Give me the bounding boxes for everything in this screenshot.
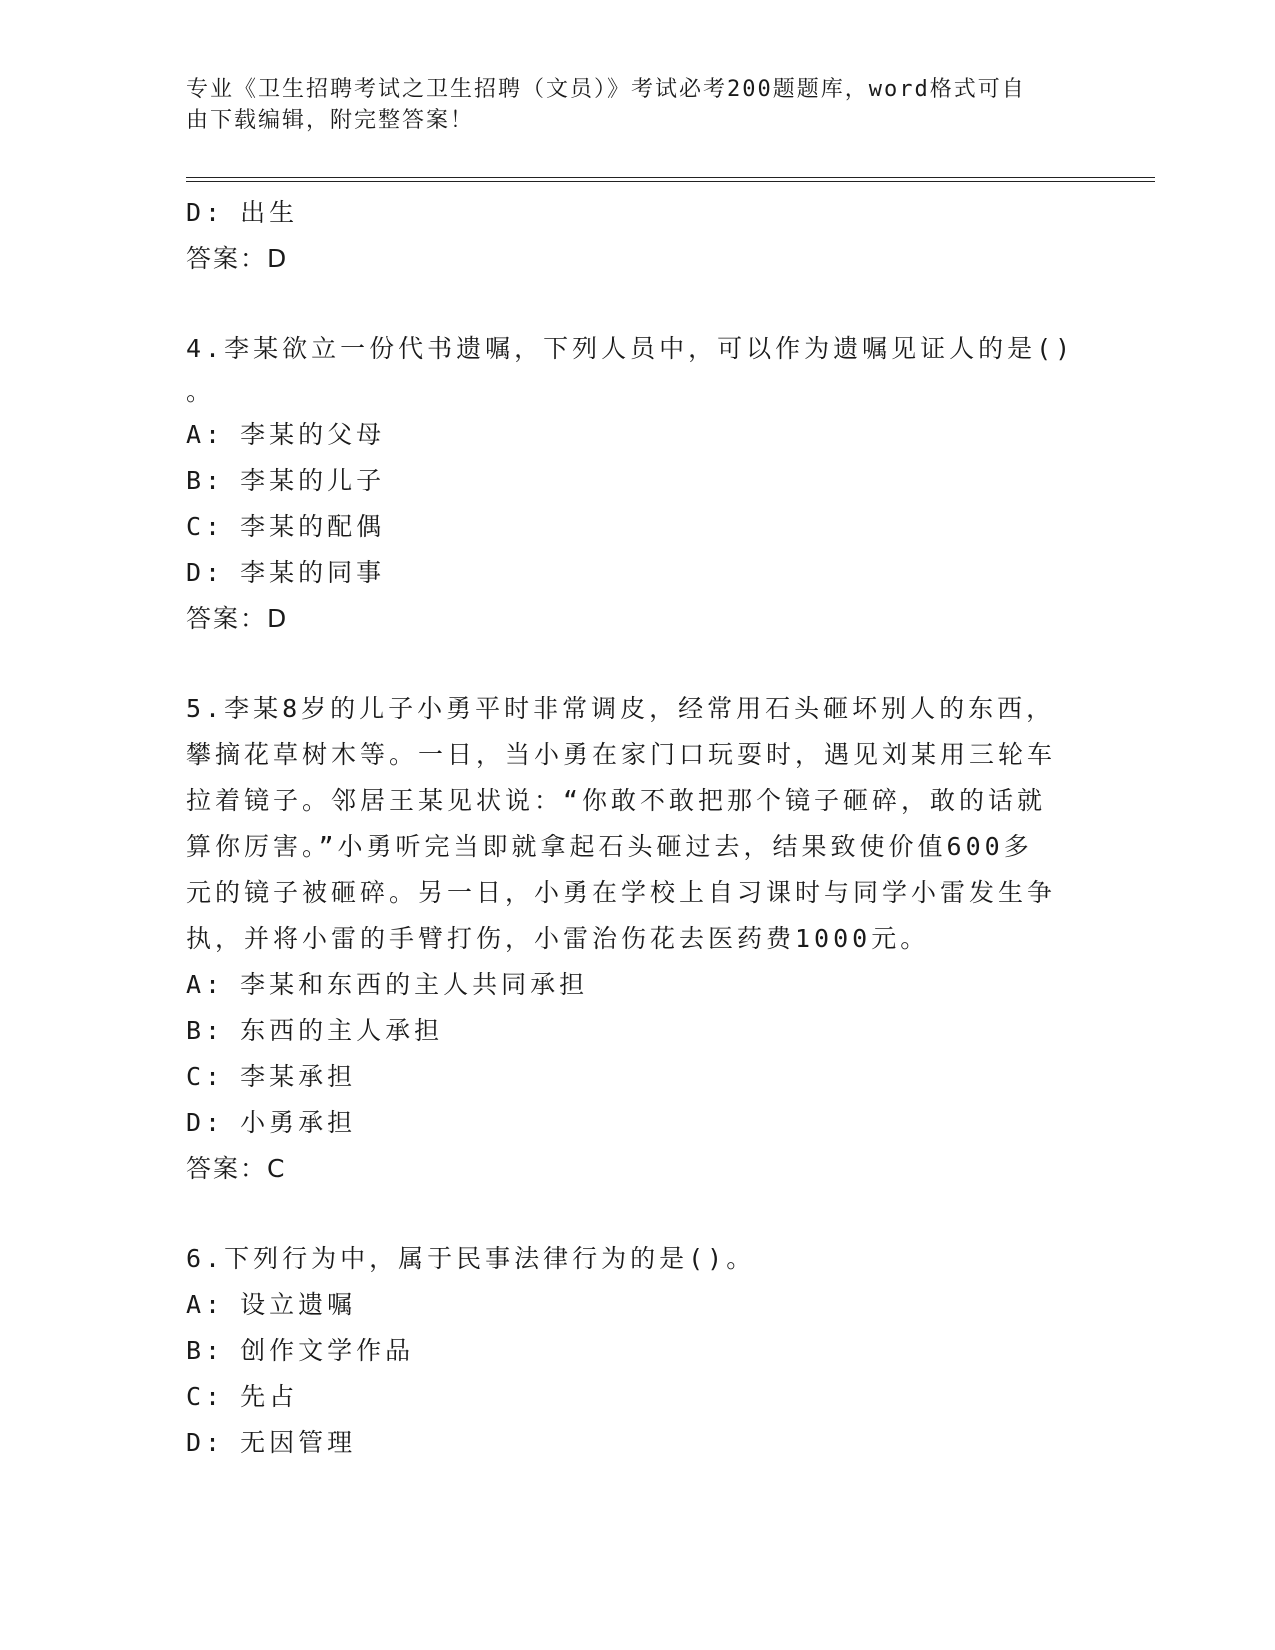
question-5-stem-line-4: 算你厉害。”小勇听完当即就拿起石头砸过去，结果致使价值600多 [186, 832, 1033, 861]
question-5-stem-line-5: 元的镜子被砸碎。另一日，小勇在学校上自习课时与同学小雷发生争 [186, 878, 1057, 907]
question-6-option-b [186, 1328, 1066, 1374]
option-text: 创作文学作品 [240, 1336, 415, 1365]
question-4-stem-line-1: 4.李某欲立一份代书遗嘱，下列人员中，可以作为遗嘱见证人的是() [186, 334, 1075, 363]
question-6 [186, 1236, 1066, 1466]
question-4-option-a [186, 412, 1066, 458]
question-6-stem-line-1: 6.下列行为中，属于民事法律行为的是()。 [186, 1244, 756, 1273]
option-text: 无因管理 [240, 1428, 357, 1457]
option-letter: C: [186, 1062, 225, 1091]
option-letter: C: [186, 1382, 225, 1411]
document-header [186, 74, 1066, 136]
option-text: 李某承担 [240, 1062, 357, 1091]
question-5-option-a [186, 962, 1066, 1008]
header-title-line-2: 由下载编辑，附完整答案！ [186, 108, 475, 133]
option-letter: D: [186, 198, 225, 227]
header-divider-bottom [186, 181, 1155, 182]
question-4-option-b [186, 458, 1066, 504]
question-5-stem-line-6: 执，并将小雷的手臂打伤，小雷治伤花去医药费1000元。 [186, 924, 930, 953]
header-divider-top [186, 177, 1155, 178]
option-text: 出生 [240, 198, 299, 227]
option-letter: B: [186, 1336, 225, 1365]
question-6-option-d [186, 1420, 1066, 1466]
option-letter: A: [186, 970, 225, 999]
option-letter: B: [186, 466, 225, 495]
option-text: 设立遗嘱 [240, 1290, 357, 1319]
option-letter: A: [186, 1290, 225, 1319]
question-5 [186, 686, 1066, 1192]
question-5-option-d [186, 1100, 1066, 1146]
document-body [186, 190, 1075, 1466]
question-4-option-d [186, 550, 1066, 596]
question-5-stem-line-1: 5.李某8岁的儿子小勇平时非常调皮，经常用石头砸坏别人的东西， [186, 694, 1056, 723]
option-text: 东西的主人承担 [240, 1016, 444, 1045]
option-text: 李某的配偶 [240, 512, 386, 541]
option-text: 小勇承担 [240, 1108, 357, 1137]
header-title-line-1: 专业《卫生招聘考试之卫生招聘（文员）》考试必考200题题库，word格式可自 [186, 77, 1026, 102]
question-5-option-b [186, 1008, 1066, 1054]
option-letter: D: [186, 1428, 225, 1457]
question-5-option-c [186, 1054, 1066, 1100]
question-5-answer: 答案：C [186, 1154, 287, 1183]
question-4-option-c [186, 504, 1066, 550]
option-letter: B: [186, 1016, 225, 1045]
prev-question-option-d [186, 190, 1066, 236]
prev-question-answer: 答案：D [186, 244, 289, 273]
option-text: 李某的父母 [240, 420, 386, 449]
option-letter: D: [186, 1108, 225, 1137]
question-4-answer: 答案：D [186, 604, 289, 633]
question-4-stem-line-2: 。 [186, 377, 216, 406]
option-letter: A: [186, 420, 225, 449]
option-text: 李某和东西的主人共同承担 [240, 970, 589, 999]
question-5-stem-line-2: 攀摘花草树木等。一日，当小勇在家门口玩耍时，遇见刘某用三轮车 [186, 740, 1057, 769]
option-text: 李某的儿子 [240, 466, 386, 495]
option-letter: C: [186, 512, 225, 541]
question-4 [186, 326, 1075, 642]
option-letter: D: [186, 558, 225, 587]
question-5-stem-line-3: 拉着镜子。邻居王某见状说：“你敢不敢把那个镜子砸碎，敢的话就 [186, 786, 1047, 815]
question-6-option-c [186, 1374, 1066, 1420]
option-text: 李某的同事 [240, 558, 386, 587]
question-6-option-a [186, 1282, 1066, 1328]
option-text: 先占 [240, 1382, 299, 1411]
